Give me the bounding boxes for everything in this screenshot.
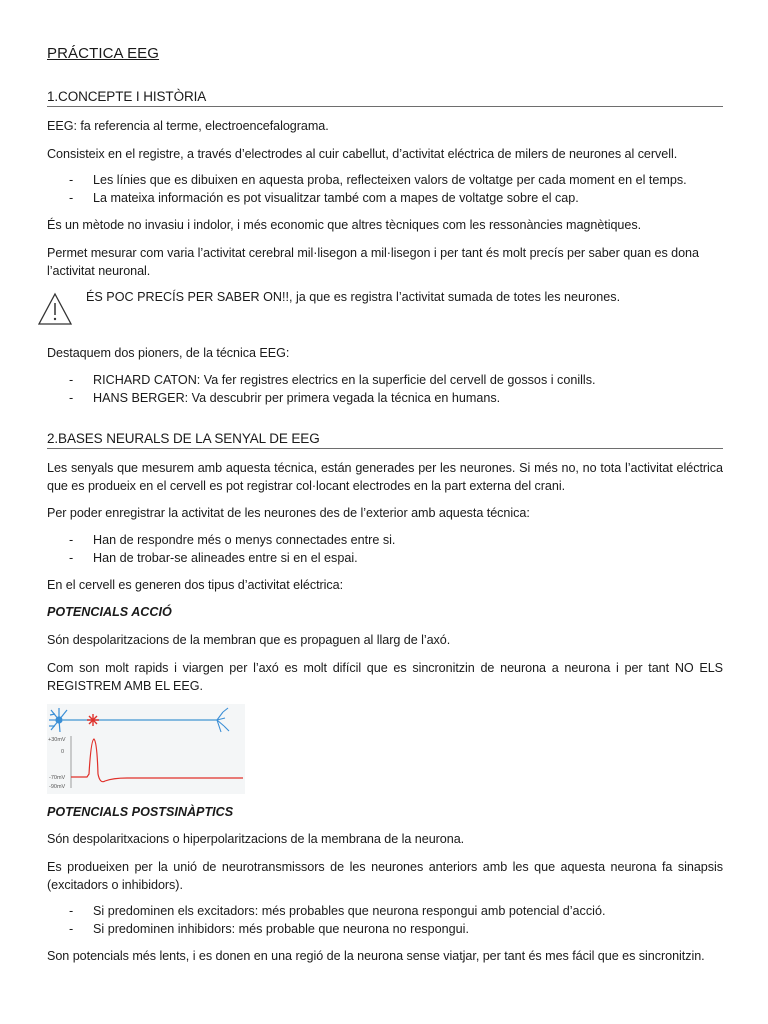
tick-label: -70mV: [49, 775, 66, 781]
tick-label: -90mV: [49, 784, 66, 790]
paragraph: Com son molt rapids i viargen per l’axó es molt difícil que es sincronitzin de neurona a neurona i per tant NO ELS REGISTREM AMB EL EEG.: [47, 661, 723, 693]
bullet-dash: -: [69, 904, 74, 918]
paragraph: Es produeixen per la unió de neurotransmissors de les neurones anteriors amb les que aquesta neurona fa sinapsis (excitadors o inhibidors).: [47, 860, 723, 892]
list-item-text: Si predominen els excitadors: més probables que neurona respongui amb potencial d’acció.: [93, 904, 606, 918]
action-potential-figure: [47, 704, 245, 794]
paragraph: Són despolaritxacions o hiperpolaritzacions de la membrana de la neurona.: [47, 832, 465, 846]
paragraph: Per poder enregistrar la activitat de les neurones des de l’exterior amb aquesta técnica:: [47, 506, 530, 520]
section-heading-bases-neurals: 2.BASES NEURALS DE LA SENYAL DE EEG: [47, 431, 723, 449]
bullet-dash: -: [69, 551, 74, 565]
paragraph: És un mètode no invasiu i indolor, i més economic que altres tècniques com les ressonàncies magnètiques.: [47, 218, 642, 232]
list-item-text: RICHARD CATON: Va fer registres electrics en la superficie del cervell de gossos i conills.: [93, 373, 596, 387]
tick-label: 0: [61, 749, 65, 755]
bullet-dash: -: [69, 191, 74, 205]
paragraph: EEG: fa referencia al terme, electroencefalograma.: [47, 119, 329, 133]
list-item-text: Han de trobar-se alineades entre si en el espai.: [93, 551, 358, 565]
paragraph: Destaquem dos pioners, de la técnica EEG:: [47, 346, 290, 360]
tick-label: +30mV: [48, 737, 66, 743]
section-heading-concepte: 1.CONCEPTE I HISTÒRIA: [47, 89, 723, 107]
page-title: PRÁCTICA EEG: [47, 45, 160, 62]
warning-triangle-icon: [37, 292, 73, 326]
list-item-text: HANS BERGER: Va descubrir per primera vegada la técnica en humans.: [93, 391, 501, 405]
bullet-dash: -: [69, 391, 74, 405]
list-item-text: Les línies que es dibuixen en aquesta proba, reflecteixen valors de voltatge per cada moment en el temps.: [93, 173, 687, 187]
list-item-text: La mateixa información es pot visualitzar també com a mapes de voltatge sobre el cap.: [93, 191, 579, 205]
paragraph: Permet mesurar com varia l’activitat cerebral mil·lisegon a mil·lisegon i per tant és molt precís per saber quan es dona l’activitat neuronal.: [47, 246, 699, 278]
subheading-potencials-postsinaptics: POTENCIALS POSTSINÀPTICS: [47, 805, 234, 819]
paragraph: En el cervell es generen dos tipus d’activitat eléctrica:: [47, 578, 344, 592]
warning-text: ÉS POC PRECÍS PER SABER ON!!, ja que es registra l’activitat sumada de totes les neurones.: [86, 290, 621, 304]
paragraph: Consisteix en el registre, a través d’electrodes al cuir cabellut, d’activitat eléctrica de milers de neurones al cervell.: [47, 147, 678, 161]
list-item-text: Si predominen inhibidors: més probable que neurona no respongui.: [93, 922, 469, 936]
subheading-potencials-accio: POTENCIALS ACCIÓ: [47, 605, 172, 619]
list-item-text: Han de respondre més o menys connectades entre si.: [93, 533, 396, 547]
paragraph: Les senyals que mesurem amb aquesta técnica, están generades per les neurones. Si més no, no tota l’activitat eléctrica que es produeix en el cervell es pot registrar col·locant electrodes en la part externa del crani.: [47, 461, 723, 493]
bullet-dash: -: [69, 373, 74, 387]
bullet-dash: -: [69, 173, 74, 187]
paragraph: Són despolaritzacions de la membran que es propaguen al llarg de l’axó.: [47, 633, 451, 647]
bullet-dash: -: [69, 533, 74, 547]
bullet-dash: -: [69, 922, 74, 936]
paragraph: Son potencials més lents, i es donen en una regió de la neurona sense viatjar, per tant és mes fácil que es sincronitzin.: [47, 949, 705, 963]
